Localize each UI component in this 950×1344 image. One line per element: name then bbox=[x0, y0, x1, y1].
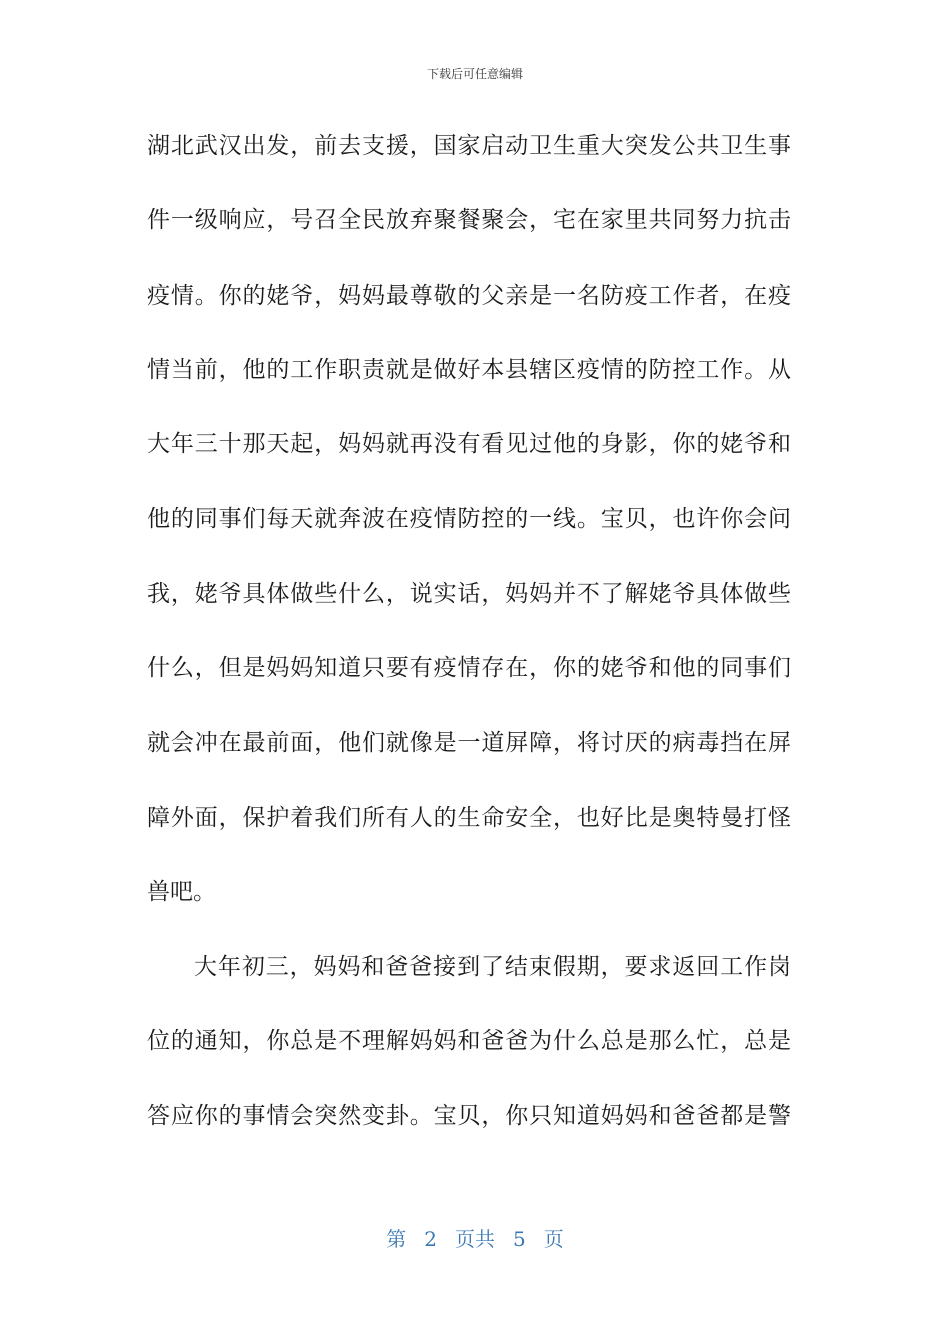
page-header-note: 下载后可任意编辑 bbox=[426, 67, 523, 81]
footer-current-page: 2 bbox=[424, 1227, 437, 1251]
page-number-footer bbox=[0, 1226, 950, 1252]
text-line: 兽吧。 bbox=[147, 879, 216, 905]
text-line: 障外面，保护着我们所有人的生命安全，也好比是奥特曼打怪 bbox=[147, 805, 791, 831]
text-line: 答应你的事情会突然变卦。宝贝，你只知道妈妈和爸爸都是警 bbox=[147, 1103, 791, 1129]
text-line: 什么，但是妈妈知道只要有疫情存在，你的姥爷和他的同事们 bbox=[147, 655, 791, 681]
footer-word-end: 页 bbox=[543, 1227, 564, 1251]
text-line: 他的同事们每天就奔波在疫情防控的一线。宝贝，也许你会问 bbox=[147, 506, 791, 532]
footer-word-total: 页共 bbox=[455, 1227, 495, 1251]
text-line: 情当前，他的工作职责就是做好本县辖区疫情的防控工作。从 bbox=[147, 357, 791, 383]
text-line: 大年初三，妈妈和爸爸接到了结束假期，要求返回工作岗 bbox=[194, 954, 791, 980]
footer-word-page: 第 bbox=[386, 1227, 407, 1251]
footer-total-pages: 5 bbox=[513, 1227, 526, 1251]
text-line: 位的通知，你总是不理解妈妈和爸爸为什么总是那么忙，总是 bbox=[147, 1028, 791, 1054]
text-line: 疫情。你的姥爷，妈妈最尊敬的父亲是一名防疫工作者，在疫 bbox=[147, 283, 791, 309]
text-line: 湖北武汉出发，前去支援，国家启动卫生重大突发公共卫生事 bbox=[147, 133, 791, 159]
text-line: 大年三十那天起，妈妈就再没有看见过他的身影，你的姥爷和 bbox=[147, 431, 791, 457]
text-line: 件一级响应，号召全民放弃聚餐聚会，宅在家里共同努力抗击 bbox=[147, 207, 791, 233]
text-line: 我，姥爷具体做些什么，说实话，妈妈并不了解姥爷具体做些 bbox=[147, 581, 791, 607]
text-line: 就会冲在最前面，他们就像是一道屏障，将讨厌的病毒挡在屏 bbox=[147, 730, 791, 756]
